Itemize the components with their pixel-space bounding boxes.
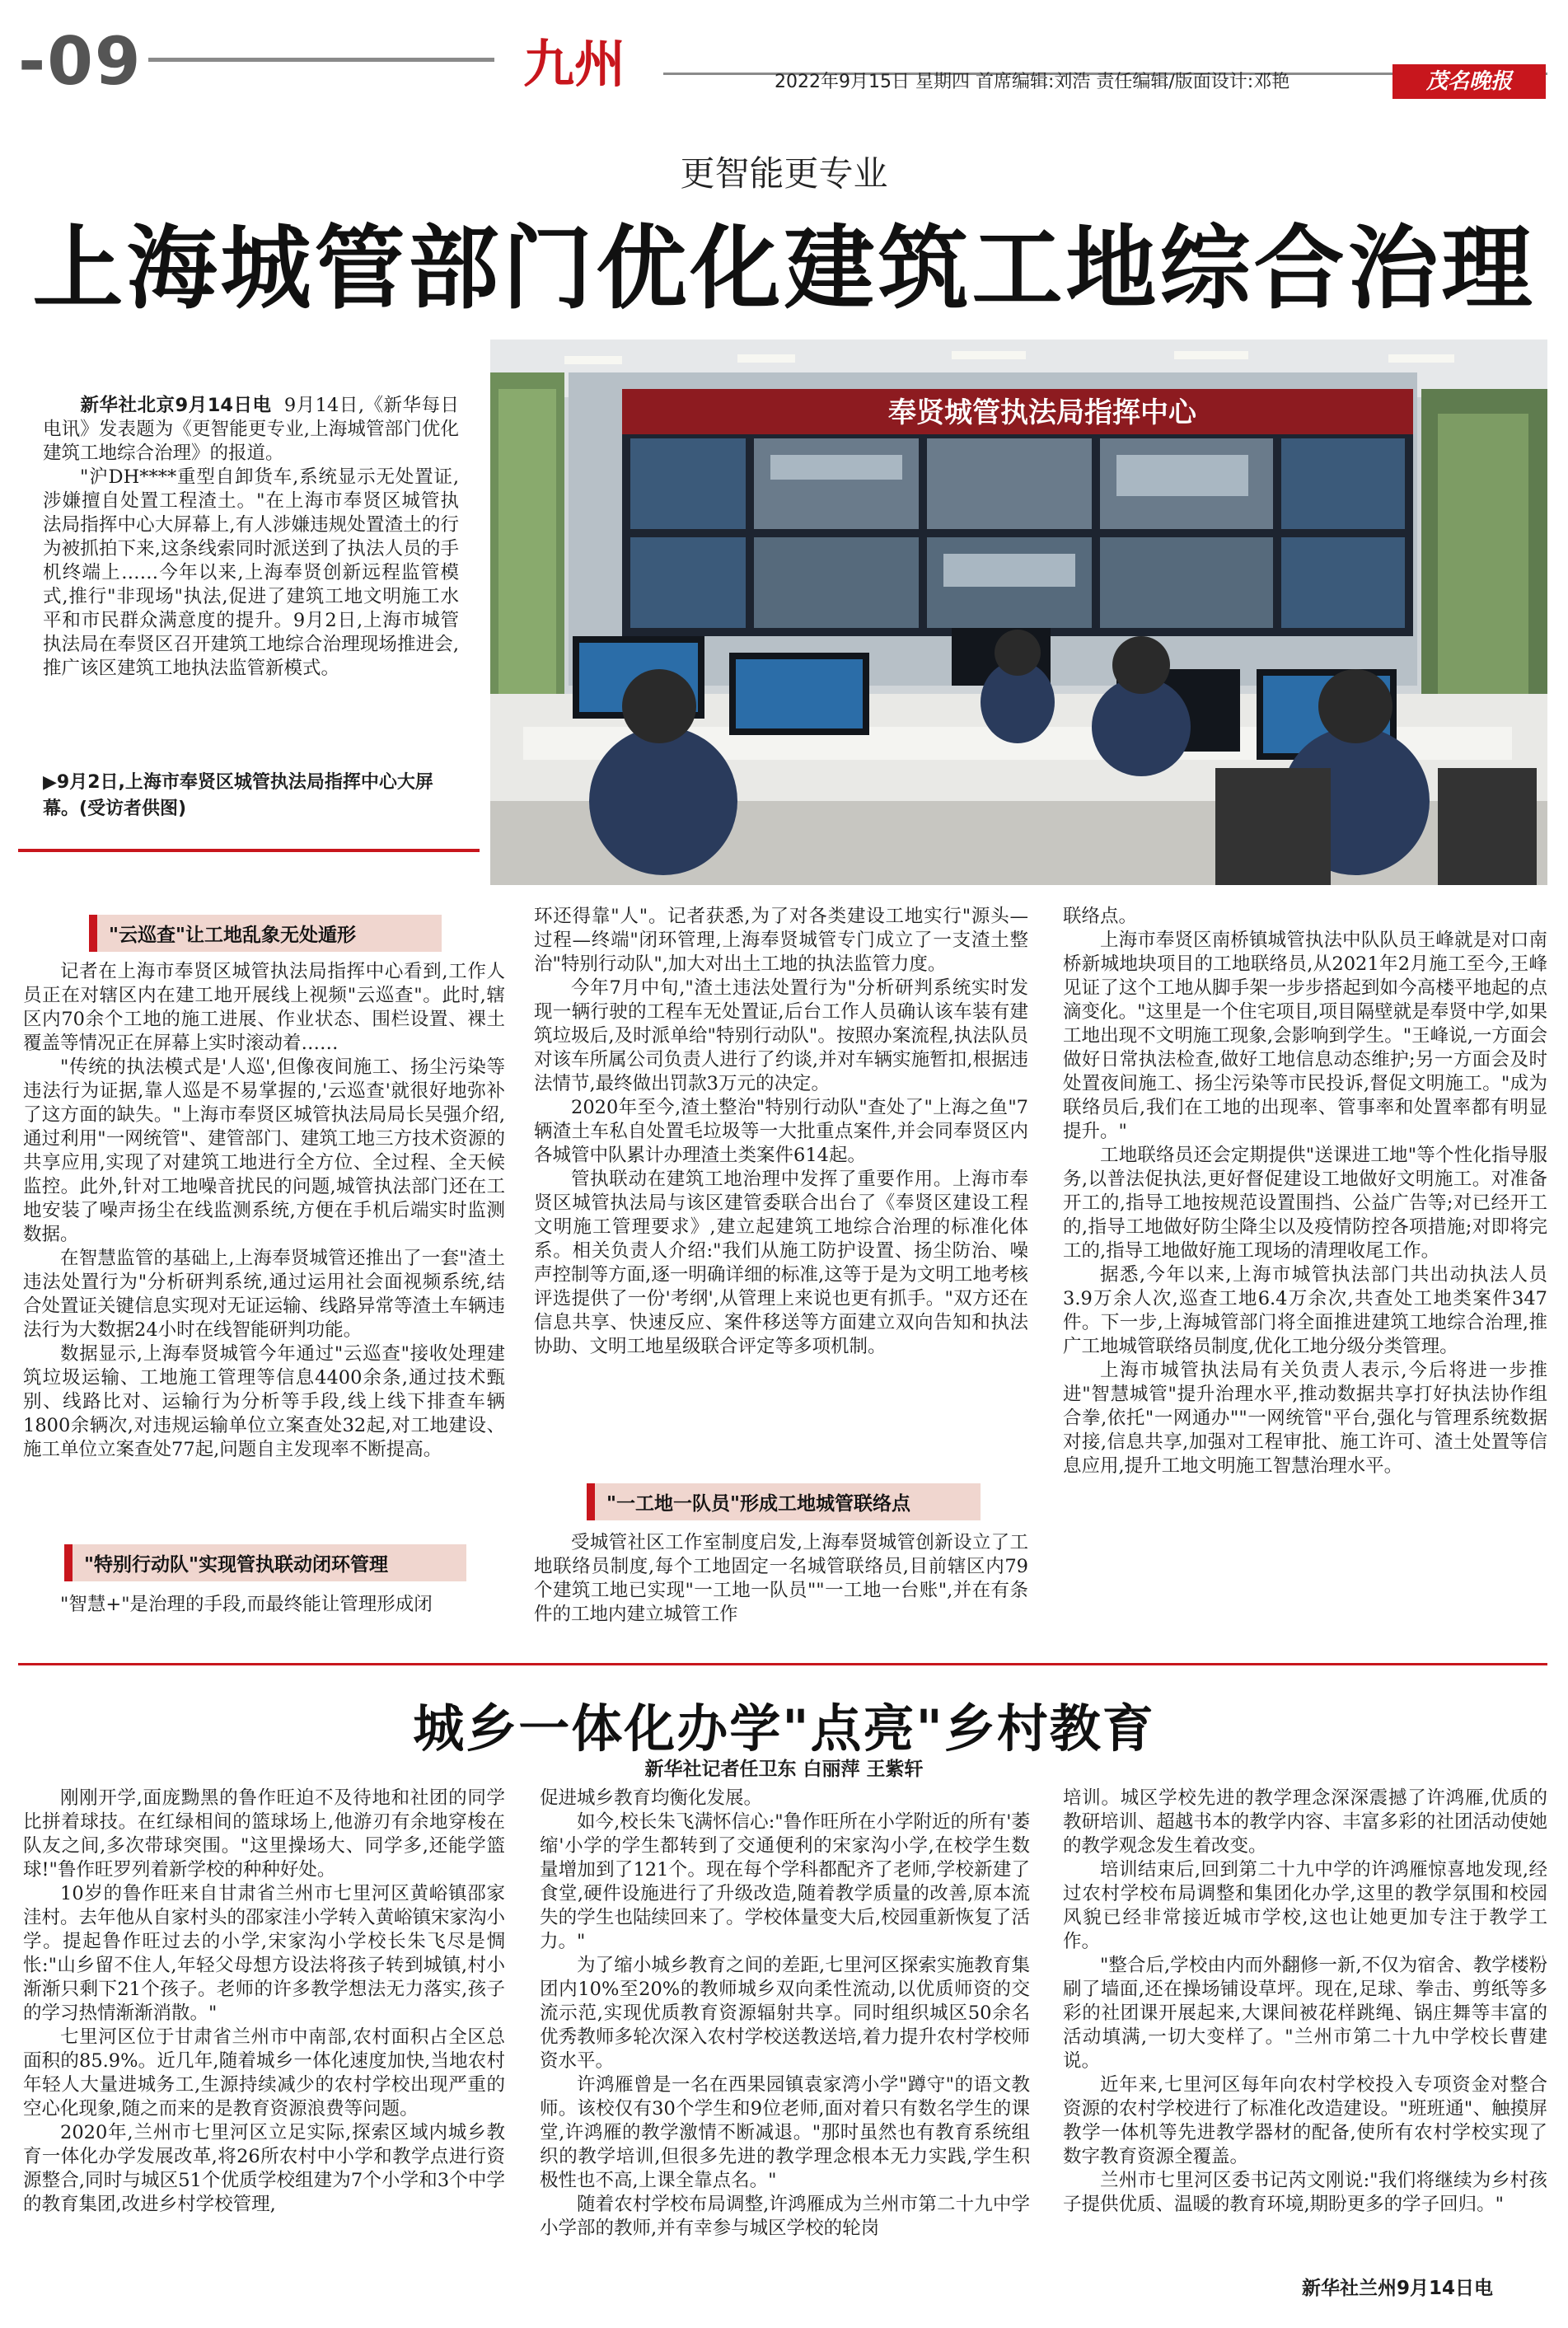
a2-col2-para-5: 随着农村学校布局调整,许鸿雁成为兰州市第二十九中学小学部的教师,并有幸参与城区学校的轮岗 bbox=[540, 2194, 1030, 2239]
col3-para-1: 联络点。 bbox=[1063, 906, 1138, 927]
article2-col3 bbox=[1063, 1787, 1547, 2217]
col3-para-4: 据悉,今年以来,上海市城管执法部门共出动执法人员3.9万余人次,巡查工地6.4万余次,共查处工地类案件347件。下一步,上海城管部门将全面推进建筑工地综合治理,推广工地城管联络员制度,优化工地分级分类管理。 bbox=[1063, 1264, 1547, 1357]
col1-para-2: "传统的执法模式是'人巡',但像夜间施工、扬尘污染等违法行为证据,靠人巡是不易掌握的,'云巡查'就很好地弥补了这方面的缺失。"上海市奉贤区城管执法局局长吴强介绍,通过利用"一网统管"、建管部门、建筑工地三方技术资源的共享应用,实现了对建筑工地进行全方位、全过程、全天候监控。此外,针对工地噪音扰民的问题,城管执法部门还在工地安装了噪声扬尘在线监测系统,方便在手机后端实时监测数据。 bbox=[23, 1056, 505, 1245]
a2-col2-para-3: 为了缩小城乡教育之间的差距,七里河区探索实施教育集团内10%至20%的教师城乡双向柔性流动,以优质师资的交流示范,实现优质教育资源辐射共享。同时组织城区50余名优秀教师多轮次深入农村学校送教送培,着力提升农村学校师资水平。 bbox=[540, 1955, 1030, 2072]
col2-para-2: 今年7月中旬,"渣土违法处置行为"分析研判系统实时发现一辆行驶的工程车无处置证,后台工作人员确认该车装有建筑垃圾后,及时派单给"特别行动队"。按照办案流程,执法队员对该车所属公司负责人进行了约谈,并对车辆实施暂扣,根据违法情节,最终做出罚款3万元的决定。 bbox=[534, 977, 1028, 1094]
col2-para-1: 环还得靠"人"。记者获悉,为了对各类建设工地实行"源头—过程—终端"闭环管理,上海奉贤城管专门成立了一支渣土整治"特别行动队",加大对出土工地的执法监管力度。 bbox=[534, 906, 1028, 975]
a2-col3-para-2: 培训结束后,回到第二十九中学的许鸿雁惊喜地发现,经过农村学校布局调整和集团化办学,这里的教学氛围和校园风貌已经非常接近城市学校,这也让她更加专注于教学工作。 bbox=[1063, 1859, 1547, 1952]
article2-title: 城乡一体化办学"点亮"乡村教育 bbox=[413, 1698, 1155, 1759]
a2-col3-para-3: "整合后,学校由内而外翻修一新,不仅为宿舍、教学楼粉刷了墙面,还在操场铺设草坪。现在,足球、拳击、剪纸等多彩的社团课开展起来,大课间被花样跳绳、锅庄舞等丰富的活动填满,一切大变样了。"兰州市第二十九中学校长曹建说。 bbox=[1063, 1955, 1547, 2072]
brand-logo: 茂名晚报 bbox=[1392, 64, 1546, 99]
intro-para-2: "沪DH****重型自卸货车,系统显示无处置证,涉嫌擅自处置工程渣土。"在上海市奉贤区城管执法局指挥中心大屏幕上,有人涉嫌违规处置渣土的行为被抓拍下来,这条线索同时派送到了执法人员的手机终端上……今年以来,上海奉贤创新远程监管模式,推行"非现场"执法,促进了建筑工地文明施工水平和市民群众满意度的提升。9月2日,上海市城管执法局在奉贤区召开建筑工地综合治理现场推进会,推广该区建筑工地执法监管新模式。 bbox=[43, 466, 459, 679]
col3-para-2: 上海市奉贤区南桥镇城管执法中队队员王峰就是对口南桥新城地块项目的工地联络员,从2021年2月施工至今,王峰见证了这个工地从脚手架一步步搭起到如今高楼平地起的点滴变化。"这里是一个住宅项目,项目隔壁就是奉贤中学,如果工地出现不文明施工现象,会影响到学生。"王峰说,一方面会做好日常执法检查,做好工地信息动态维护;另一方面会及时处置夜间施工、扬尘污染等市民投诉,督促文明施工。"成为联络员后,我们在工地的出现率、管事率和处置率都有明显提升。" bbox=[1063, 930, 1547, 1142]
a2-col3-para-1: 培训。城区学校先进的教学理念深深震撼了许鸿雁,优质的教研培训、超越书本的教学内容、丰富多彩的社团活动使她的教学观念发生着改变。 bbox=[1063, 1787, 1547, 1857]
command-center-photo bbox=[490, 340, 1547, 885]
article1-col3 bbox=[1063, 905, 1547, 1478]
col2-para-3: 2020年至今,渣土整治"特别行动队"查处了"上海之鱼"7辆渣土车私自处置毛垃圾等一大批重点案件,并会同奉贤区内各城管中队累计办理渣土类案件614起。 bbox=[534, 1097, 1028, 1166]
article1-col1-tail bbox=[23, 1593, 505, 1617]
a2-col1-para-4: 2020年,兰州市七里河区立足实际,探索区域内城乡教育一体化办学发展改革,将26所农村中小学和教学点进行资源整合,同时与城区51个优质学校组建为7个小学和3个中学的教育集团,改进乡村学校管理, bbox=[23, 2122, 505, 2215]
col1-para-4: 数据显示,上海奉贤城管今年通过"云巡查"接收处理建筑垃圾运输、工地施工管理等信息4400余条,通过技术甄别、线路比对、运输行为分析等手段,线上线下排查车辆1800余辆次,对违规运输单位立案查处32起,对工地建设、施工单位立案查处77起,问题自主发现率不断提高。 bbox=[23, 1343, 505, 1460]
section-name: 九州 bbox=[522, 34, 625, 94]
a2-col1-para-3: 七里河区位于甘肃省兰州市中南部,农村面积占全区总面积的85.9%。近几年,随着城乡一体化速度加快,当地农村年轻人大量进城务工,生源持续减少的农村学校出现严重的空心化现象,随之而来的是教育资源浪费等问题。 bbox=[23, 2026, 505, 2120]
col3-para-3: 工地联络员还会定期提供"送课进工地"等个性化指导服务,以普法促执法,更好督促建设工地做好文明施工。对准备开工的,指导工地按规范设置围挡、公益广告等;对已经开工的,指导工地做好防尘降尘以及疫情防控各项措施;对即将完工的,指导工地做好施工现场的清理收尾工作。 bbox=[1063, 1145, 1547, 1262]
intro-para-1 bbox=[43, 394, 459, 466]
col2-para-4: 管执联动在建筑工地治理中发挥了重要作用。上海市奉贤区城管执法局与该区建管委联合出台了《奉贤区建设工程文明施工管理要求》,建立起建筑工地综合治理的标准化体系。相关负责人介绍:"我们从施工防护设置、扬尘防治、噪声控制等方面,逐一明确详细的标准,这等于是为文明工地考核评选提供了一份'考纲',从管理上来说也更有抓手。"双方还在信息共享、快速反应、案件移送等方面建立双向告知和执法协助、文明工地星级联合评定等多项机制。 bbox=[534, 1169, 1028, 1357]
header-rule-left bbox=[148, 58, 494, 62]
caption-rule bbox=[18, 849, 480, 852]
article1-col2-tail bbox=[534, 1531, 1028, 1627]
photo-illustration bbox=[490, 340, 1547, 885]
intro-para-1-text: 9月14日,《新华每日电讯》发表题为《更智能更专业,上海城管部门优化建筑工地综合治理》的报道。 bbox=[43, 395, 460, 464]
article2-byline: 新华社记者任卫东 白丽萍 王紫轩 bbox=[644, 1759, 924, 1780]
a2-col2-para-2: 如今,校长朱飞满怀信心:"鲁作旺所在小学附近的所有'萎缩'小学的学生都转到了交通便利的宋家沟小学,在校学生数量增加到了121个。现在每个学科都配齐了老师,学校新建了食堂,硬件设施进行了升级改造,随着教学质量的改善,原本流失的学生也陆续回来了。学校体量变大后,校园重新恢复了活力。" bbox=[540, 1811, 1030, 1952]
header-info: 2022年9月15日 星期四 首席编辑:刘浩 责任编辑/版面设计:邓艳 bbox=[775, 72, 1290, 92]
wall-sign: 奉贤城管执法局指挥中心 bbox=[888, 396, 1196, 429]
article1-kicker: 更智能更专业 bbox=[680, 153, 888, 194]
article1-intro bbox=[43, 394, 459, 681]
a2-col3-para-4: 近年来,七里河区每年向农村学校投入专项资金对整合资源的农村学校进行了标准化改造建设。"班班通"、触摸屏教学一体机等先进教学器材的配备,使所有农村学校实现了数字教育资源全覆盖。 bbox=[1063, 2074, 1547, 2167]
col1-para-3: 在智慧监管的基础上,上海奉贤城管还推出了一套"渣土违法处置行为"分析研判系统,通过运用社会面视频系统,结合处置证关键信息实现对无证运输、线路异常等渣土车辆违法行为大数据24小时在线智能研判功能。 bbox=[23, 1248, 506, 1341]
article1-dateline: 新华社北京9月14日电 bbox=[80, 395, 272, 416]
col3-para-5: 上海市城管执法局有关负责人表示,今后将进一步推进"智慧城管"提升治理水平,推动数据共享打好执法协作组合拳,依托"一网通办""一网统管"平台,强化与管理系统数据对接,信息共享,加强对工程审批、施工许可、渣土处置等信息应用,提升工地文明施工智慧治理水平。 bbox=[1063, 1360, 1547, 1477]
subhead-cloud-patrol: "云巡查"让工地乱象无处遁形 bbox=[89, 915, 442, 952]
article1-col2 bbox=[534, 905, 1028, 1359]
col2-para-5: 受城管社区工作室制度启发,上海奉贤城管创新设立了工地联络员制度,每个工地固定一名城管联络员,目前辖区内79个建筑工地已实现"一工地一队员""一工地一台账",并在有条件的工地内建立城管工作 bbox=[534, 1532, 1028, 1625]
article2-dateline: 新华社兰州9月14日电 bbox=[1302, 2278, 1494, 2299]
subhead-liaison: "一工地一队员"形成工地城管联络点 bbox=[587, 1483, 981, 1520]
a2-col3-para-5: 兰州市七里河区委书记芮文刚说:"我们将继续为乡村孩子提供优质、温暖的教育环境,期盼更多的学子回归。" bbox=[1063, 2170, 1547, 2215]
a2-col1-para-2: 10岁的鲁作旺来自甘肃省兰州市七里河区黄峪镇邵家洼村。去年他从自家村头的邵家洼小学转入黄峪镇宋家沟小学。提起鲁作旺过去的小学,宋家沟小学校长朱飞尽是惆怅:"山乡留不住人,年轻父母想方设法将孩子转到城镇,村小渐渐只剩下21个孩子。老师的许多教学想法无力落实,孩子的学习热情渐渐消散。" bbox=[23, 1883, 506, 2024]
a2-col1-para-1: 刚刚开学,面庞黝黑的鲁作旺迫不及待地和社团的同学比拼着球技。在红绿相间的篮球场上,他游刃有余地穿梭在队友之间,多次带球突围。"这里操场大、同学多,还能学篮球!"鲁作旺罗列着新学校的种种好处。 bbox=[23, 1787, 505, 1881]
article1-headline: 上海城管部门优化建筑工地综合治理 bbox=[32, 216, 1536, 321]
article1-col1 bbox=[23, 960, 505, 1462]
col1-para-5: "智慧+"是治理的手段,而最终能让管理形成闭 bbox=[60, 1594, 433, 1615]
subhead-special-team: "特别行动队"实现管执联动闭环管理 bbox=[64, 1544, 466, 1581]
article2-col2 bbox=[540, 1787, 1030, 2241]
photo-caption: ▶9月2日,上海市奉贤区城管执法局指挥中心大屏幕。(受访者供图) bbox=[43, 772, 433, 819]
col1-para-1: 记者在上海市奉贤区城管执法局指挥中心看到,工作人员正在对辖区内在建工地开展线上视频"云巡查"。此时,辖区内70余个工地的施工进展、作业状态、围栏设置、裸土覆盖等情况正在屏幕上实时滚动着…… bbox=[23, 961, 505, 1054]
page-number: -09 bbox=[18, 23, 143, 100]
a2-col2-para-1: 促进城乡教育均衡化发展。 bbox=[540, 1787, 763, 1809]
a2-col2-para-4: 许鸿雁曾是一名在西果园镇袁家湾小学"蹲守"的语文教师。该校仅有30个学生和9位老师,面对着只有数名学生的课堂,许鸿雁的教学激情不断减退。"那时虽然也有教育系统组织的教学培训,但很多先进的教学理念根本无力实践,学生积极性也不高,上课全靠点名。" bbox=[540, 2074, 1030, 2191]
article-separator bbox=[18, 1663, 1547, 1665]
article2-col1 bbox=[23, 1787, 505, 2217]
